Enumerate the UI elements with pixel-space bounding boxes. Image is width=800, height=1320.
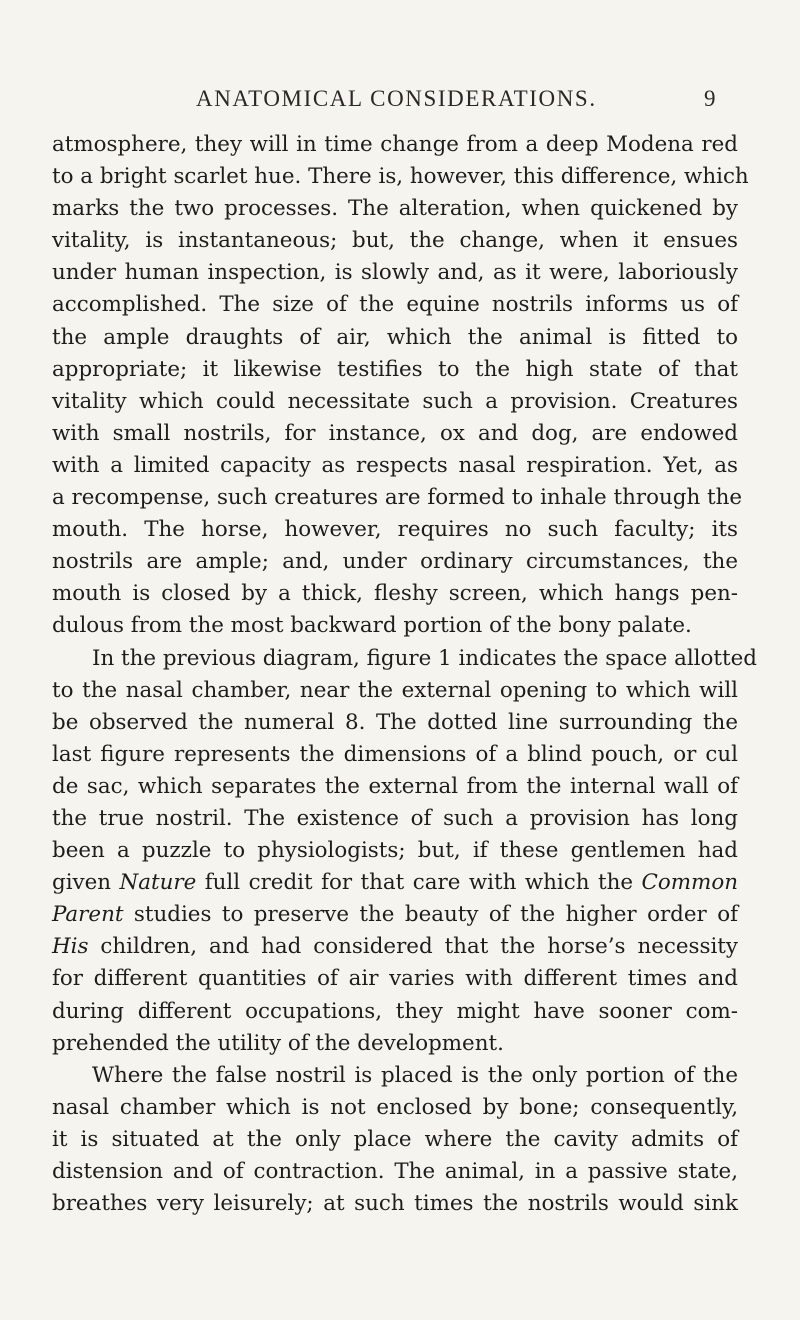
italic-word: Nature <box>119 870 197 896</box>
text-line: accomplished. The size of the equine nostrils informs us of <box>52 292 738 318</box>
text-line: it is situated at the only place where the cavity admits of <box>52 1126 738 1152</box>
text-line: Where the false nostril is placed is the only portion of the <box>92 1062 738 1088</box>
text-line: with a limited capacity as respects nasal respiration. Yet, as <box>52 452 738 478</box>
text-line-mixed: given Nature full credit for that care with which the Common <box>52 870 738 896</box>
text-line: to the nasal chamber, near the external opening to which will <box>52 677 738 703</box>
text-line: atmosphere, they will in time change from a deep Modena red <box>52 132 738 157</box>
text-line: a recompense, such creatures are formed to inhale through the <box>52 485 743 511</box>
text-line: breathes very leisurely; at such times the nostrils would sink <box>52 1191 738 1217</box>
text-line: distension and of contraction. The animal, in a passive state, <box>52 1159 738 1184</box>
text-line: nostrils are ample; and, under ordinary circumstances, the <box>52 549 738 575</box>
text-line: last figure represents the dimensions of a blind pouch, or cul <box>52 741 738 767</box>
italic-word: His <box>52 934 89 960</box>
text-line: dulous from the most backward portion of the bony palate. <box>52 613 692 639</box>
text-line: the ample draughts of air, which the animal is fitted to <box>52 324 738 350</box>
text-line: vitality, is instantaneous; but, the change, when it ensues <box>52 228 738 254</box>
italic-word: Parent <box>52 902 124 928</box>
text-line: during different occupations, they might have sooner com- <box>52 998 738 1024</box>
text-line: prehended the utility of the development. <box>52 1030 504 1056</box>
italic-word: Common <box>641 870 738 896</box>
text-line: In the previous diagram, figure 1 indicates the space allotted <box>92 645 757 671</box>
text-line-mixed: His children, and had considered that the horse’s necessity <box>52 934 738 960</box>
text-line: been a puzzle to physiologists; but, if these gentlemen had <box>52 838 738 864</box>
text-line: under human inspection, is slowly and, as it were, laboriously <box>52 260 738 286</box>
text-line: mouth. The horse, however, requires no such faculty; its <box>52 517 738 543</box>
text-line: marks the two processes. The alteration, when quickened by <box>52 196 738 222</box>
text-line: to a bright scarlet hue. There is, however, this difference, which <box>52 164 749 190</box>
text-line: vitality which could necessitate such a provision. Creatures <box>52 388 738 414</box>
text-line: with small nostrils, for instance, ox and dog, are endowed <box>52 420 738 446</box>
page-number: 9 <box>704 86 716 111</box>
text-line: nasal chamber which is not enclosed by bone; consequently, <box>52 1094 738 1120</box>
text-line: mouth is closed by a thick, fleshy screen, which hangs pen- <box>52 581 738 607</box>
text-line: be observed the numeral 8. The dotted line surrounding the <box>52 709 738 735</box>
text-line-mixed: Parent studies to preserve the beauty of the higher order of <box>52 902 738 928</box>
running-title: ANATOMICAL CONSIDERATIONS. <box>196 86 597 111</box>
text-line: the true nostril. The existence of such a provision has long <box>52 805 738 831</box>
text-line: for different quantities of air varies with different times and <box>52 966 738 992</box>
text-line: appropriate; it likewise testifies to the high state of that <box>52 356 738 382</box>
body-text <box>52 129 757 1220</box>
text-line: de sac, which separates the external from the internal wall of <box>52 773 738 799</box>
